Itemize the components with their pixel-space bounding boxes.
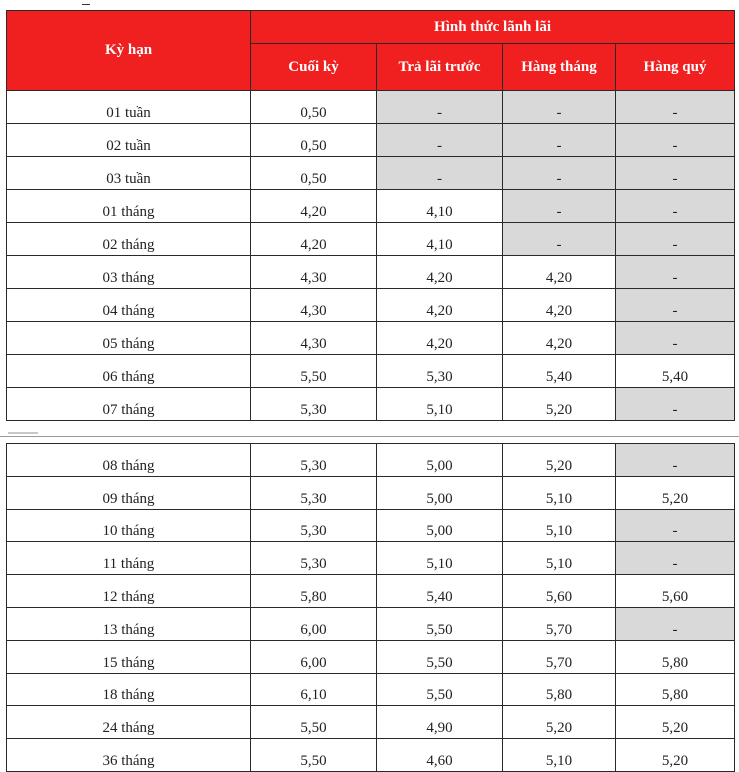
rate-cell: 5,00 — [377, 444, 503, 477]
term-header: Kỳ hạn — [7, 11, 251, 91]
rate-cell: 6,00 — [251, 607, 377, 640]
table-body — [7, 444, 735, 772]
rate-cell: - — [616, 607, 735, 640]
term-cell: 02 tuần — [7, 124, 251, 157]
table-row — [7, 706, 735, 739]
term-cell: 03 tháng — [7, 256, 251, 289]
rate-cell: - — [377, 124, 503, 157]
table-row — [7, 444, 735, 477]
rate-cell: 4,20 — [377, 322, 503, 355]
table-row — [7, 542, 735, 575]
table-row — [7, 640, 735, 673]
rate-cell: 5,30 — [251, 476, 377, 509]
rate-cell: 4,60 — [377, 739, 503, 772]
term-cell: 36 tháng — [7, 739, 251, 772]
term-cell: 07 tháng — [7, 388, 251, 421]
rate-cell: 4,20 — [503, 289, 616, 322]
term-cell: 18 tháng — [7, 673, 251, 706]
table-row — [7, 190, 735, 223]
table-row — [7, 388, 735, 421]
rate-cell: - — [616, 289, 735, 322]
rate-cell: 5,30 — [251, 388, 377, 421]
table-row — [7, 322, 735, 355]
rate-cell: - — [503, 223, 616, 256]
rate-cell: 0,50 — [251, 91, 377, 124]
table-row — [7, 256, 735, 289]
term-cell: 13 tháng — [7, 607, 251, 640]
rate-cell: 4,30 — [251, 322, 377, 355]
rate-cell: 5,40 — [377, 575, 503, 608]
corner-mark — [82, 4, 90, 5]
table-row — [7, 673, 735, 706]
term-cell: 10 tháng — [7, 509, 251, 542]
rate-cell: 0,50 — [251, 157, 377, 190]
rate-cell: - — [616, 124, 735, 157]
term-cell: 12 tháng — [7, 575, 251, 608]
table-row — [7, 739, 735, 772]
term-cell: 08 tháng — [7, 444, 251, 477]
rate-cell: 4,20 — [377, 289, 503, 322]
page-break-divider — [0, 436, 739, 437]
term-cell: 15 tháng — [7, 640, 251, 673]
column-header-monthly: Hàng tháng — [503, 44, 616, 91]
rate-cell: - — [616, 542, 735, 575]
rate-cell: 4,10 — [377, 223, 503, 256]
term-cell: 05 tháng — [7, 322, 251, 355]
rate-cell: - — [503, 190, 616, 223]
column-header-prepaid: Trả lãi trước — [377, 44, 503, 91]
rate-cell: - — [377, 91, 503, 124]
term-cell: 09 tháng — [7, 476, 251, 509]
rate-cell: 5,10 — [377, 388, 503, 421]
rate-cell: - — [503, 157, 616, 190]
term-cell: 06 tháng — [7, 355, 251, 388]
term-cell: 02 tháng — [7, 223, 251, 256]
rate-cell: - — [616, 509, 735, 542]
rate-cell: 5,30 — [251, 444, 377, 477]
rate-cell: 5,10 — [377, 542, 503, 575]
column-header-quarterly: Hàng quý — [616, 44, 735, 91]
table-row — [7, 575, 735, 608]
rate-cell: 5,50 — [251, 355, 377, 388]
rate-cell: 5,70 — [503, 640, 616, 673]
rate-cell: 5,00 — [377, 476, 503, 509]
rate-cell: 4,20 — [503, 256, 616, 289]
rate-cell: 5,80 — [616, 640, 735, 673]
table-row — [7, 476, 735, 509]
table-row — [7, 91, 735, 124]
interest-rate-table — [6, 10, 735, 421]
rate-cell: 5,40 — [616, 355, 735, 388]
rate-cell: 4,10 — [377, 190, 503, 223]
rate-cell: 4,90 — [377, 706, 503, 739]
rate-cell: - — [616, 444, 735, 477]
rate-cell: 5,20 — [503, 388, 616, 421]
rate-cell: - — [616, 322, 735, 355]
rate-cell: 5,00 — [377, 509, 503, 542]
rate-cell: 5,10 — [503, 509, 616, 542]
table-row — [7, 607, 735, 640]
table-row — [7, 289, 735, 322]
rate-cell: - — [616, 190, 735, 223]
rate-cell: - — [503, 91, 616, 124]
term-cell: 04 tháng — [7, 289, 251, 322]
table-row — [7, 223, 735, 256]
rate-cell: 5,10 — [503, 476, 616, 509]
term-cell: 03 tuần — [7, 157, 251, 190]
rate-cell: 4,20 — [251, 223, 377, 256]
rate-cell: 5,30 — [251, 542, 377, 575]
column-header-end-of-term: Cuối kỳ — [251, 44, 377, 91]
rate-cell: 6,00 — [251, 640, 377, 673]
rate-cell: 5,40 — [503, 355, 616, 388]
rate-cell: 5,80 — [616, 673, 735, 706]
rate-cell: 4,20 — [377, 256, 503, 289]
rate-cell: 5,50 — [251, 739, 377, 772]
rate-cell: 5,60 — [616, 575, 735, 608]
rate-cell: 5,30 — [377, 355, 503, 388]
rate-cell: 4,30 — [251, 289, 377, 322]
term-cell: 01 tháng — [7, 190, 251, 223]
rate-cell: - — [503, 124, 616, 157]
rate-cell: - — [616, 256, 735, 289]
term-cell: 01 tuần — [7, 91, 251, 124]
rate-cell: 5,50 — [377, 673, 503, 706]
page-footer-text — [8, 432, 38, 434]
rate-cell: 5,20 — [503, 706, 616, 739]
table-row — [7, 355, 735, 388]
rate-cell: - — [616, 91, 735, 124]
table-row — [7, 509, 735, 542]
term-cell: 24 tháng — [7, 706, 251, 739]
rate-cell: 0,50 — [251, 124, 377, 157]
rate-cell: - — [616, 157, 735, 190]
table-body — [7, 91, 735, 421]
rate-cell: 5,10 — [503, 542, 616, 575]
rate-cell: 5,10 — [503, 739, 616, 772]
rate-cell: 5,20 — [503, 444, 616, 477]
rate-cell: 5,80 — [251, 575, 377, 608]
rate-cell: - — [616, 223, 735, 256]
rate-cell: 5,50 — [377, 607, 503, 640]
rate-cell: 4,20 — [503, 322, 616, 355]
rate-cell: 5,70 — [503, 607, 616, 640]
rate-cell: 5,20 — [616, 739, 735, 772]
rate-cell: 5,30 — [251, 509, 377, 542]
rate-cell: 5,60 — [503, 575, 616, 608]
rate-cell: 5,50 — [377, 640, 503, 673]
rate-cell: 5,50 — [251, 706, 377, 739]
term-cell: 11 tháng — [7, 542, 251, 575]
table-row — [7, 124, 735, 157]
rate-cell: 4,30 — [251, 256, 377, 289]
rate-cell: 4,20 — [251, 190, 377, 223]
rate-cell: 6,10 — [251, 673, 377, 706]
interest-rate-table-continued — [6, 443, 735, 772]
rate-cell: 5,80 — [503, 673, 616, 706]
rate-cell: - — [377, 157, 503, 190]
rate-cell: 5,20 — [616, 706, 735, 739]
rate-cell: - — [616, 388, 735, 421]
payment-method-header: Hình thức lãnh lãi — [251, 11, 735, 44]
table-row — [7, 157, 735, 190]
rate-cell: 5,20 — [616, 476, 735, 509]
